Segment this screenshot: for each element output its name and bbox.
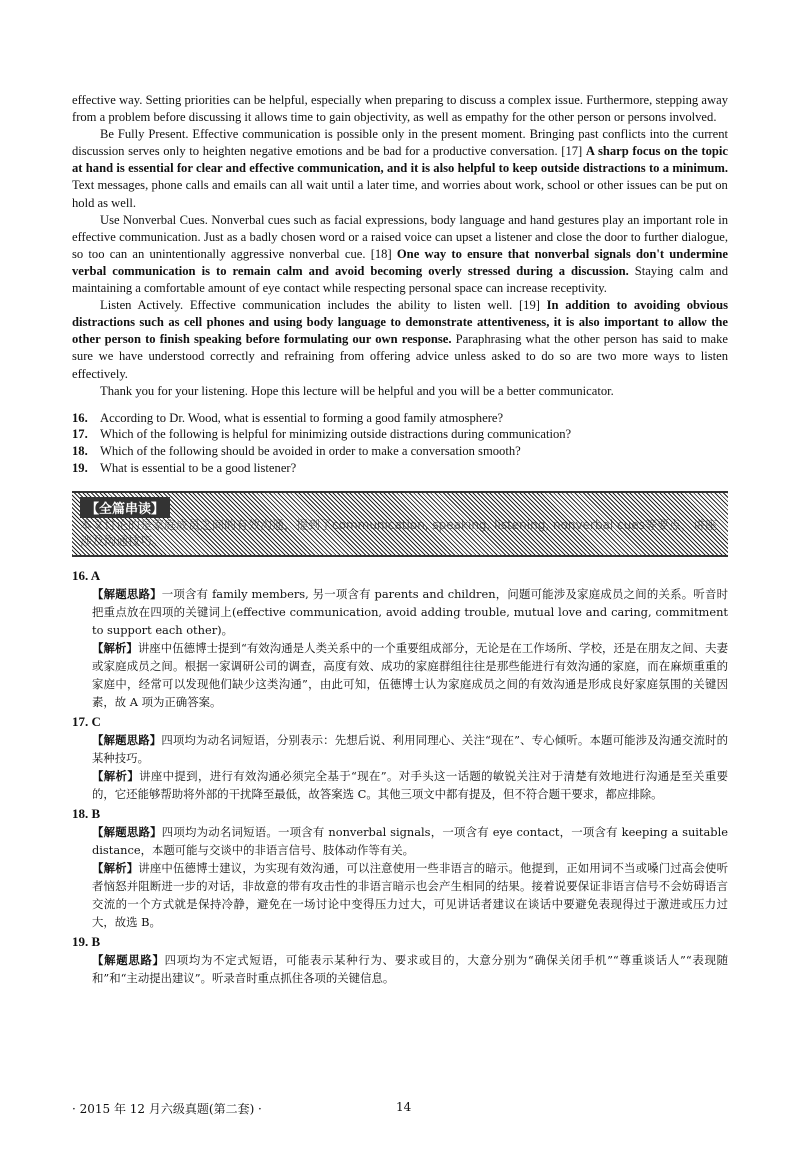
answer-explanation (72, 639, 728, 711)
explanation-label: 【解题思路】 (92, 732, 162, 747)
passage-paragraph: effective way. Setting priorities can be helpful, especially when preparing to discuss a complex issue. Furthermore, stepping away from a problem before discussing it allows time to gain objectivity, as well as empathy for the other person or persons involved. (72, 93, 728, 125)
passage-text: Be Fully Present. Effective communication is possible only in the present moment. Bringing past conflicts into the current discussion serves only to heighten negative emotions and be bad for a productive conversation. [17] (72, 127, 728, 159)
answer-list (72, 567, 728, 987)
explanation-label: 【解题思路】 (92, 586, 162, 601)
answer-number: 16. A (72, 567, 101, 583)
question-text: What is essential to be a good listener? (100, 461, 297, 476)
page-number: 14 (396, 1100, 412, 1114)
explanation-text: 讲座中提到，进行有效沟通必须完全基于“现在”。对手头这一话题的敏锐关注对于清楚有效地进行沟通是至关重要的，它还能够帮助将外部的干扰降至最低，故答案选 C。其他三项文中都有提及，但不符合题干要求，都应排除。 (92, 768, 728, 801)
answer-number: 19. B (72, 933, 101, 949)
passage-text: Staying calm and maintaining a comfortable amount of eye contact while respecting personal space can increase receptivity. (72, 263, 728, 296)
answer-explanation (72, 731, 728, 767)
banner-text: 本文讨论的是家庭成员之间的有效沟通，提到了communication, speaking, listening, nonverbal cues等要点，讲座涉及沟通技巧。 (80, 517, 717, 548)
passage-paragraph (72, 297, 728, 382)
passage-text: Use Nonverbal Cues. Nonverbal cues such as facial expressions, body language and hand gestures play an important role in effective communication. Just as a badly chosen word or a raised voice can upset a listener and close the door to further dialogue, so too can an unintentionally aggressive nonverbal cue. [18] (72, 212, 728, 261)
explanation-text: 讲座中伍德博士建议，为实现有效沟通，可以注意使用一些非语言的暗示。他提到，正如用词不当或嗓门过高会使听者恼怒并阻断进一步的对话，非故意的带有攻击性的非语言暗示也会产生相同的结果。接着说要保证非语言信号不会妨碍语言交流的一个方式就是保持冷静，避免在一场讨论中变得压力过大，可见讲话者建议在谈话中要避免表现得过于激进或压力过大，故选 B。 (92, 860, 728, 929)
question-text: Which of the following should be avoided in order to make a conversation smooth? (100, 444, 521, 459)
answer-block (72, 567, 728, 711)
passage-paragraph: Thank you for your listening. Hope this lecture will be helpful and you will be a better communicator. (100, 383, 614, 398)
answer-explanation (72, 823, 728, 859)
passage-text: Text messages, phone calls and emails can all wait until a later time, and worries about work, school or other issues can be put on hold as well. (72, 178, 728, 210)
answer-explanation (72, 767, 728, 803)
passage-key-sentence: In addition to avoiding obvious distractions such as cell phones and using body language to demonstrate attentiveness, it is also important to allow the other person to finish speaking before formulating our own response. (72, 298, 729, 347)
answer-number: 18. B (72, 805, 101, 821)
answer-explanation (72, 951, 728, 987)
answer-block (72, 805, 728, 931)
explanation-text: 一项含有 family members, 另一项含有 parents and children，问题可能涉及家庭成员之间的关系。听音时把重点放在四项的关键词上(effective communication, avoid adding trouble, mutual love and caring, commitment to support each other)。 (92, 586, 728, 637)
passage-text: Listen Actively. Effective communication includes the ability to listen well. [19] (100, 298, 547, 313)
explanation-label: 【解析】 (92, 768, 140, 783)
question-item (72, 460, 728, 477)
question-number: 16. (72, 410, 88, 425)
passage (72, 92, 728, 400)
question-number: 17. (72, 427, 88, 442)
answer-explanation (72, 859, 728, 931)
explanation-text: 四项均为动名词短语，分别表示：先想后说、利用同理心、关注“现在”、专心倾听。本题可能涉及沟通交流时的某种技巧。 (92, 732, 728, 765)
explanation-label: 【解析】 (92, 640, 138, 655)
summary-banner (72, 491, 728, 557)
passage-key-sentence: A sharp focus on the topic at hand is essential for clear and effective communication, and it is also helpful to keep outside distractions to a minimum. (72, 144, 728, 176)
passage-paragraph (72, 212, 728, 297)
question-text: Which of the following is helpful for minimizing outside distractions during communication? (100, 427, 572, 442)
question-text: According to Dr. Wood, what is essential to forming a good family atmosphere? (100, 410, 504, 425)
question-number: 18. (72, 444, 88, 459)
explanation-text: 四项均为不定式短语，可能表示某种行为、要求或目的，大意分别为“确保关闭手机”“尊重谈话人”“表现随和”和“主动提出建议”。听录音时重点抓住各项的关键信息。 (92, 952, 728, 985)
answer-block (72, 933, 728, 987)
question-item (72, 426, 728, 443)
banner-tag: 【全篇串读】 (80, 497, 170, 518)
question-item (72, 410, 728, 427)
document-page (72, 92, 728, 987)
answer-explanation (72, 585, 728, 639)
explanation-label: 【解题思路】 (92, 952, 165, 967)
footer-title: · 2015 年 12 月六级真题(第二套) · (72, 1102, 262, 1116)
explanation-label: 【解析】 (92, 860, 139, 875)
passage-paragraph (72, 126, 728, 211)
answer-number: 17. C (72, 713, 101, 729)
explanation-text: 四项均为动名词短语。一项含有 nonverbal signals，一项含有 eye contact，一项含有 keeping a suitable distance，本题可能与交谈中的非语言信号、肢体动作等有关。 (92, 824, 728, 857)
passage-key-sentence: One way to ensure that nonverbal signals don't undermine verbal communication is to remain calm and avoid becoming overly stressed during a discussion. (72, 246, 729, 278)
question-number: 19. (72, 461, 88, 476)
passage-text: Paraphrasing what the other person has said to make sure we have understood correctly and refraining from offering advice unless asked to do so are two more ways to listen effectively. (72, 332, 728, 381)
answer-block (72, 713, 728, 803)
explanation-text: 讲座中伍德博士提到“有效沟通是人类关系中的一个重要组成部分，无论是在工作场所、学校，还是在朋友之间、夫妻或家庭成员之间。根据一家调研公司的调查，高度有效、成功的家庭群组往往是那些能进行有效沟通的家庭，而在麻烦重重的家庭中，经常可以发现他们缺少这类沟通”，由此可知，伍德博士认为家庭成员之间的有效沟通是形成良好家庭氛围的关键因素，故 A 项为正确答案。 (92, 640, 728, 709)
explanation-label: 【解题思路】 (92, 824, 162, 839)
question-item (72, 443, 728, 460)
question-list (72, 410, 728, 477)
